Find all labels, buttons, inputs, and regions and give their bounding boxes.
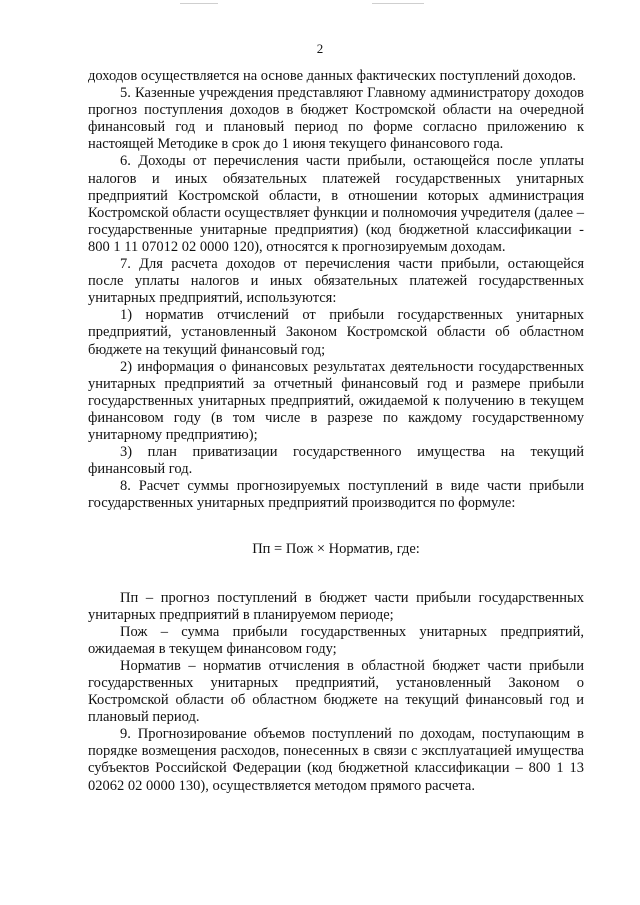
definition-normativ: Норматив – норматив отчисления в областной бюджет части прибыли государственных унитарных предприятий, установленный Законом о Костромской области об областном бюджете на текущий финансовый год и плановый период. <box>88 657 584 726</box>
paragraph-7: 7. Для расчета доходов от перечисления части прибыли, остающейся после уплаты налогов и иных обязательных платежей государственных унитарных предприятий, используются: <box>88 256 584 307</box>
document-body <box>88 68 584 795</box>
top-scan-line-right <box>372 3 424 4</box>
paragraph-continuation: доходов осуществляется на основе данных фактических поступлений доходов. <box>88 68 577 84</box>
definition-pozh: Пож – сумма прибыли государственных унитарных предприятий, ожидаемая в текущем финансовом году; <box>88 623 584 657</box>
definition-pp: Пп – прогноз поступлений в бюджет части прибыли государственных унитарных предприятий в планируемом периоде; <box>88 589 584 623</box>
list-item-2: 2) информация о финансовых результатах деятельности государственных унитарных предприятий за отчетный финансовый год и размере прибыли государственных унитарных предприятий, ожидаемой к получению в текущем финансовом году (в том числе в разрезе по каждому государственному унитарному предприятию); <box>88 358 584 443</box>
paragraph-6: 6. Доходы от перечисления части прибыли, остающейся после уплаты налогов и иных обязательных платежей государственных унитарных предприятий Костромской области, в отношении которых администрация Костромской области осуществляет функции и полномочия учредителя (далее – государственные унитарные предприятия) (код бюджетной классификации - 800 1 11 07012 02 0000 120), относятся к прогнозируемым доходам. <box>88 153 584 255</box>
paragraph-9: 9. Прогнозирование объемов поступлений по доходам, поступающим в порядке возмещения расходов, понесенных в связи с эксплуатацией имущества субъектов Российской Федерации (код бюджетной классификации – 800 1 13 02062 02 0000 130), осуществляется методом прямого расчета. <box>88 726 584 794</box>
top-scan-line-left <box>180 3 218 4</box>
list-item-1: 1) норматив отчислений от прибыли государственных унитарных предприятий, установленный Законом Костромской области об областном бюджете на текущий финансовый год; <box>88 307 584 358</box>
list-item-3: 3) план приватизации государственного имущества на текущий финансовый год. <box>88 444 584 478</box>
formula: Пп = Пож × Норматив, где: <box>252 541 420 558</box>
paragraph-8: 8. Расчет суммы прогнозируемых поступлений в виде части прибыли государственных унитарных предприятий производится по формуле: <box>88 478 584 512</box>
paragraph-5: 5. Казенные учреждения представляют Главному администратору доходов прогноз поступления доходов в бюджет Костромской области на очередной финансовый год и плановый период по форме согласно приложению к настоящей Методике в срок до 1 июня текущего финансового года. <box>88 85 584 153</box>
page-number: 2 <box>316 41 324 56</box>
